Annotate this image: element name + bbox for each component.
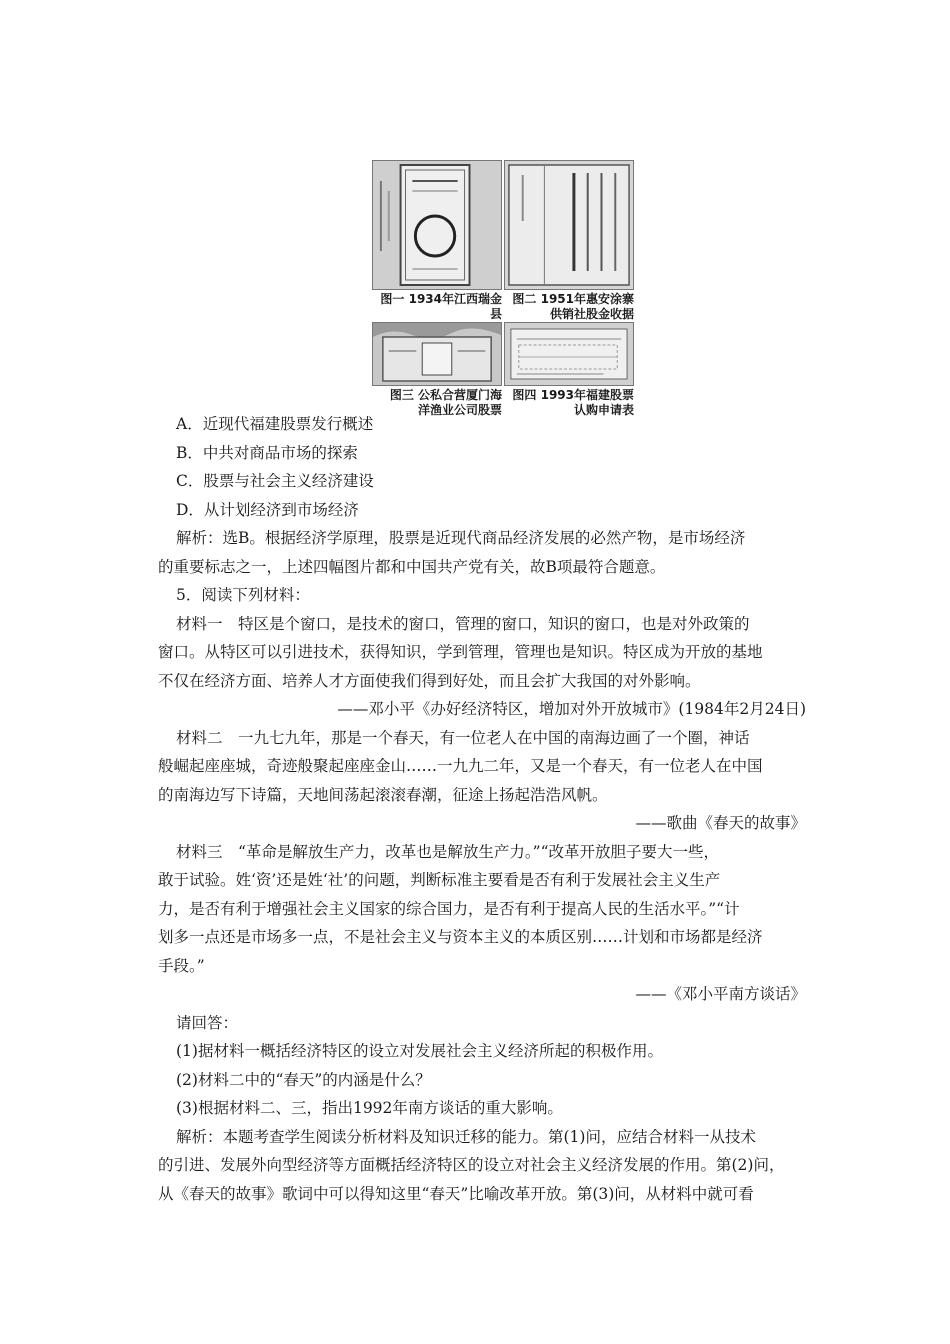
analysis-line: 的引进、发展外向型经济等方面概括经济特区的设立对社会主义经济发展的作用。第(2)问， [158, 1156, 785, 1174]
material-1-line: 材料一 特区是个窗口，是技术的窗口，管理的窗口，知识的窗口，也是对外政策的 [176, 615, 750, 633]
sub-question-3: (3)根据材料二、三，指出1992年南方谈话的重大影响。 [176, 1099, 563, 1117]
answer-prompt: 请回答： [176, 1014, 239, 1032]
material-3-line: 手段。” [158, 957, 205, 975]
material-3-line: 划多一点还是市场多一点，不是社会主义与资本主义的本质区别……计划和市场都是经济 [158, 928, 763, 946]
sub-question-1: (1)据材料一概括经济特区的设立对发展社会主义经济所起的积极作用。 [176, 1042, 663, 1060]
option-c: C．股票与社会主义经济建设 [176, 472, 374, 490]
analysis-line: 的重要标志之一，上述四幅图片都和中国共产党有关，故B项最符合题意。 [158, 558, 666, 576]
material-2-line: 的南海边写下诗篇，天地间荡起滚滚春潮，征途上扬起浩浩风帆。 [158, 786, 608, 804]
material-2-line: 般崛起座座城，奇迹般聚起座座金山……一九九二年，又是一个春天，有一位老人在中国 [158, 757, 763, 775]
figure-4-caption: 图四 1993年福建股票 认购申请表 [512, 388, 634, 417]
figure-4 [504, 322, 634, 418]
question-5-title: 5．阅读下列材料： [176, 586, 310, 604]
option-d: D．从计划经济到市场经济 [176, 501, 359, 519]
material-2-source: ——歌曲《春天的故事》 [635, 814, 806, 832]
application-form-image [504, 322, 634, 386]
stock-certificate-image [372, 160, 502, 290]
figure-3-caption: 图三 公私合营厦门海 洋渔业公司股票 [389, 388, 502, 417]
material-3-line: 敢于试验。姓‘资’还是姓‘社’的问题，判断标准主要看是否有利于发展社会主义生产 [158, 871, 721, 889]
analysis-line: 解析：本题考查学生阅读分析材料及知识迁移的能力。第(1)问，应结合材料一从技术 [176, 1128, 756, 1146]
analysis-line: 解析：选B。根据经济学原理，股票是近现代商品经济发展的必然产物，是市场经济 [176, 529, 746, 547]
figure-2 [504, 160, 634, 322]
figure-group [356, 160, 636, 430]
material-3-source: ——《邓小平南方谈话》 [635, 985, 806, 1003]
material-1-line: 窗口。从特区可以引进技术，获得知识，学到管理，管理也是知识。特区成为开放的基地 [158, 643, 763, 661]
figure-1-caption: 图一 1934年江西瑞金县 [380, 292, 502, 321]
figure-3 [372, 322, 502, 418]
figure-2-caption: 图二 1951年惠安涂寨 供销社股金收据 [512, 292, 634, 321]
material-3-line: 材料三 “革命是解放生产力，改革也是解放生产力。”“改革开放胆子要大一些， [176, 843, 720, 861]
receipt-image [504, 160, 634, 290]
analysis-line: 从《春天的故事》歌词中可以得知这里“春天”比喻改革开放。第(3)问，从材料中就可看 [158, 1185, 754, 1203]
share-certificate-image [372, 322, 502, 386]
sub-question-2: (2)材料二中的“春天”的内涵是什么？ [176, 1071, 431, 1089]
question-body [158, 412, 806, 1202]
material-3-line: 力，是否有利于增强社会主义国家的综合国力，是否有利于提高人民的生活水平。”“计 [158, 900, 740, 918]
material-1-line: 不仅在经济方面、培养人才方面使我们得到好处，而且会扩大我国的对外影响。 [158, 672, 701, 690]
option-a: A．近现代福建股票发行概述 [176, 415, 374, 433]
figure-1 [372, 160, 502, 337]
option-b: B．中共对商品市场的探索 [176, 444, 358, 462]
material-2-line: 材料二 一九七九年，那是一个春天，有一位老人在中国的南海边画了一个圈，神话 [176, 729, 750, 747]
material-1-source: ——邓小平《办好经济特区，增加对外开放城市》(1984年2月24日) [337, 700, 806, 718]
